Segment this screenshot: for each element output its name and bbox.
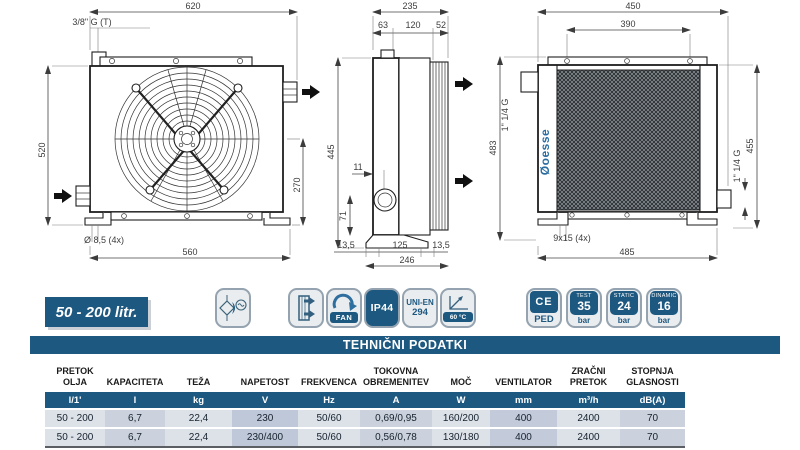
cell: 230/400 xyxy=(232,429,298,446)
cell: 22,4 xyxy=(165,429,232,446)
cell: 50/60 xyxy=(298,429,360,446)
front-right-port xyxy=(283,82,297,102)
cell: 2400 xyxy=(557,410,620,427)
dinamic-pressure-value: 16 xyxy=(657,298,671,313)
rotation-arrow-icon xyxy=(330,293,358,311)
dim-front-height: 520 xyxy=(37,142,47,158)
dim-rear-width-inner: 390 xyxy=(620,19,636,29)
dim-rear-height-left: 483 xyxy=(488,140,498,156)
airflow-arrow-side-bottom xyxy=(455,174,473,188)
hydraulic-symbol-icon xyxy=(218,292,248,324)
unit-cell: l/1' xyxy=(68,394,82,406)
table-title: TEHNIČNI PODATKI xyxy=(342,338,468,352)
cell: 400 xyxy=(490,429,557,446)
dinamic-pressure-icon xyxy=(646,288,682,328)
front-hole-label: Ø 8,5 (4x) xyxy=(83,235,125,245)
ip44-label: IP44 xyxy=(370,302,394,314)
dim-side-foot-center: 125 xyxy=(392,240,408,250)
cooler-airflow-icon xyxy=(288,288,324,328)
cell: 160/200 xyxy=(432,410,490,427)
unit-cell: A xyxy=(392,394,400,406)
dim-rear-width-top: 450 xyxy=(625,1,641,11)
brand-logo: Øoesse xyxy=(538,128,552,176)
col-header-tokovna-obremenitev: TOKOVNA OBREMENITEV xyxy=(362,365,429,388)
ped-label: PED xyxy=(534,314,554,325)
temp-badge-label: 60 °C xyxy=(443,312,473,322)
unit-cell: mm xyxy=(515,394,532,406)
static-pressure-icon xyxy=(606,288,642,328)
cell: 50 - 200 xyxy=(45,429,105,446)
test-pressure-value: 35 xyxy=(577,298,591,313)
table-row xyxy=(45,429,685,448)
col-header-pretok-olja: PRETOK OLJA xyxy=(56,365,94,388)
rear-view-drawing xyxy=(488,1,757,258)
cell: 50/60 xyxy=(298,410,360,427)
dim-side-hole-offset: 11 xyxy=(353,162,363,172)
front-port-label: 3/8" G (T) xyxy=(72,17,112,27)
dim-side-foot-right: 13,5 xyxy=(432,240,450,250)
static-pressure-unit: bar xyxy=(617,316,631,325)
rear-left-port xyxy=(521,72,538,92)
cell: 22,4 xyxy=(165,410,232,427)
rear-slot-label: 9x15 (4x) xyxy=(553,233,591,243)
cell: 400 xyxy=(490,410,557,427)
rear-port-right-label: 1" 1/4 G xyxy=(732,149,742,183)
dim-side-seg2: 120 xyxy=(405,20,421,30)
col-header-zracni-pretok: ZRAČNI PRETOK xyxy=(569,365,608,388)
unit-cell: Hz xyxy=(323,394,335,406)
static-pressure-value: 24 xyxy=(617,298,631,313)
side-view-drawing xyxy=(326,1,473,266)
airflow-arrow-side-top xyxy=(455,77,473,91)
cell: 50 - 200 xyxy=(45,410,105,427)
max-temp-icon xyxy=(440,288,476,328)
dim-rear-width-bottom: 485 xyxy=(619,247,635,257)
static-pressure-title: STATIC xyxy=(613,293,635,300)
col-header-napetost: NAPETOST xyxy=(240,377,290,388)
airflow-arrow-right xyxy=(302,85,320,99)
table-row xyxy=(45,410,685,427)
hydraulic-schematic-icon xyxy=(215,288,251,328)
dim-front-width-top: 620 xyxy=(185,1,201,11)
fan-rotation-icon xyxy=(326,288,362,328)
capacity-range-label: 50 - 200 litr. xyxy=(55,303,138,321)
front-view-drawing xyxy=(37,1,320,258)
cell: 130/180 xyxy=(432,429,490,446)
col-header-ventilator: VENTILATOR xyxy=(495,377,552,388)
cell: 70 xyxy=(620,410,685,427)
cell: 70 xyxy=(620,429,685,446)
rear-port-left-label: 1" 1/4 G xyxy=(500,98,510,132)
test-pressure-unit: bar xyxy=(577,316,591,325)
side-mount-hole xyxy=(374,189,396,211)
radiator-arrows-icon xyxy=(291,292,321,324)
cell: 6,7 xyxy=(105,429,165,446)
dim-side-height: 445 xyxy=(326,144,336,160)
technical-data-table xyxy=(45,356,685,448)
ce-mark: CE xyxy=(530,291,558,313)
col-header-moc: MOČ xyxy=(450,377,472,388)
unit-cell: W xyxy=(456,394,466,406)
unit-cell: V xyxy=(261,394,269,406)
dinamic-pressure-title: DINAMIC xyxy=(651,293,677,300)
temperature-graph-icon xyxy=(445,294,471,311)
side-top-port xyxy=(381,50,394,58)
dim-side-foot-left: 13,5 xyxy=(337,240,355,250)
unit-cell: dB(A) xyxy=(639,394,666,406)
dim-front-center: 270 xyxy=(292,177,302,193)
col-header-frekvenca: FREKVENCA xyxy=(300,377,357,388)
dim-side-seg1: 63 xyxy=(377,20,389,30)
dim-side-seg3: 52 xyxy=(435,20,447,30)
unit-cell: kg xyxy=(192,394,205,406)
fan-hub xyxy=(174,126,200,152)
cell: 230 xyxy=(232,410,298,427)
rear-right-foot xyxy=(687,212,717,225)
col-header-teza: TEŽA xyxy=(186,377,211,388)
rear-left-foot xyxy=(538,212,568,225)
dim-side-depth-bottom: 246 xyxy=(399,255,415,265)
table-units-row xyxy=(45,392,685,408)
col-header-stopnja-glasnosti: STOPNJA GLASNOSTI xyxy=(626,365,679,388)
fan-badge-label: FAN xyxy=(330,312,358,323)
capacity-range-badge xyxy=(45,297,148,327)
rear-right-port xyxy=(717,190,731,208)
cell: 0,69/0,95 xyxy=(360,410,432,427)
icon-group-certifications xyxy=(526,288,682,328)
table-header-row xyxy=(45,356,685,392)
col-header-kapaciteta: KAPACITETA xyxy=(106,377,164,388)
norm-line1: UNI-EN xyxy=(406,297,434,307)
dim-side-foot-height: 71 xyxy=(338,210,348,222)
cell: 0,56/0,78 xyxy=(360,429,432,446)
core-mesh xyxy=(557,70,700,210)
dim-side-depth-total: 235 xyxy=(402,1,418,11)
unit-cell: m³/h xyxy=(578,394,599,406)
cell: 6,7 xyxy=(105,410,165,427)
ip44-icon xyxy=(364,288,400,328)
test-pressure-icon xyxy=(566,288,602,328)
icon-group-features xyxy=(288,288,476,328)
dim-rear-height-right: 455 xyxy=(745,138,755,154)
front-left-port xyxy=(76,186,90,206)
dinamic-pressure-unit: bar xyxy=(657,316,671,325)
norm-line2: 294 xyxy=(412,307,428,319)
airflow-arrow-left xyxy=(54,189,72,203)
table-title-band xyxy=(30,336,780,354)
uni-en-294-icon xyxy=(402,288,438,328)
dim-front-width-bottom: 560 xyxy=(182,247,198,257)
icon-group-hydraulic xyxy=(215,288,251,328)
test-pressure-title: TEST xyxy=(576,293,592,300)
unit-cell: l xyxy=(133,394,137,406)
ce-ped-icon xyxy=(526,288,562,328)
cell: 2400 xyxy=(557,429,620,446)
